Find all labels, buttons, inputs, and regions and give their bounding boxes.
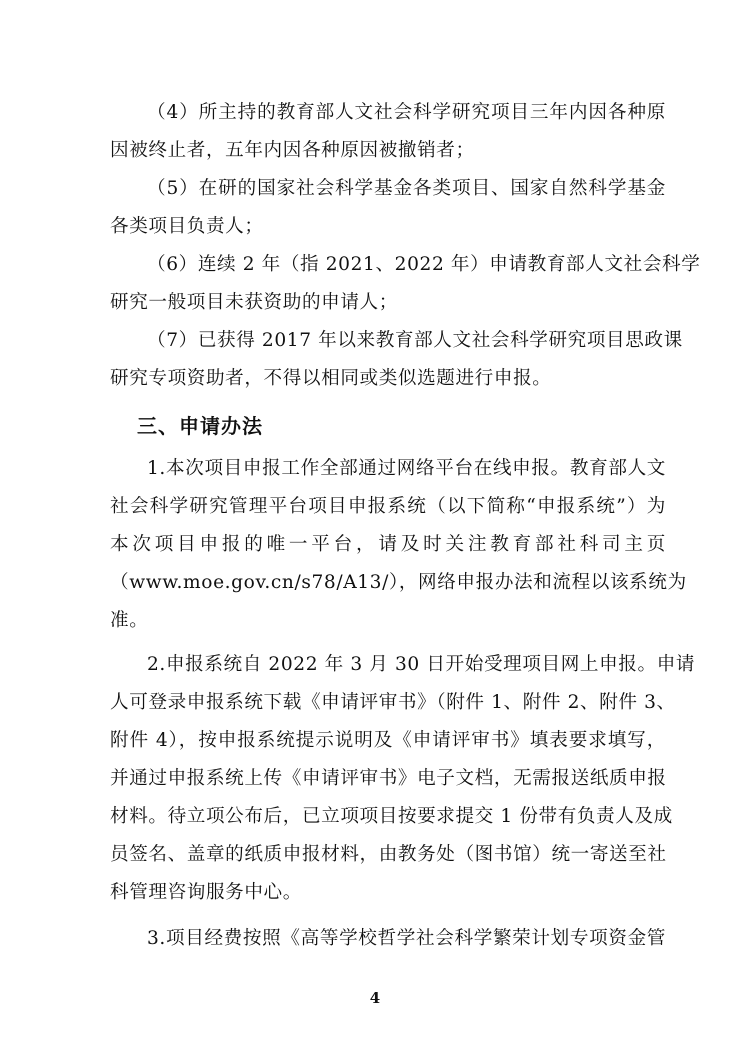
item-3-line-1: 3.项目经费按照《高等学校哲学社会科学繁荣计划专项资金管 [147,928,666,949]
item-1-line-3: 本次项目申报的唯一平台，请及时关注教育部社科司主页 [110,534,666,555]
item-2-line-5: 材料。待立项公布后，已立项项目按要求提交 1 份带有负责人及成 [110,806,673,827]
paragraph-7-line-2: 研究专项资助者，不得以相同或类似选题进行申报。 [110,368,552,389]
paragraph-6-line-2: 研究一般项目未获资助的申请人； [110,292,398,313]
item-2-line-6: 员签名、盖章的纸质申报材料，由教务处（图书馆）统一寄送至社 [110,844,667,865]
page-number: 4 [369,989,381,1007]
item-2-line-2: 人可登录申报系统下载《申请评审书》（附件 1、附件 2、附件 3、 [110,692,676,713]
item-1-line-1: 1.本次项目申报工作全部通过网络平台在线申报。教育部人文 [147,458,666,479]
item-2-line-4: 并通过申报系统上传《申请评审书》电子文档，无需报送纸质申报 [110,768,667,789]
paragraph-5-line-1: （5）在研的国家社会科学基金各类项目、国家自然科学基金 [147,178,666,199]
item-1-line-5: 准。 [110,610,149,631]
paragraph-7-line-1: （7）已获得 2017 年以来教育部人文社会科学研究项目思政课 [147,330,683,351]
item-2-line-7: 科管理咨询服务中心。 [110,882,302,903]
paragraph-4-line-2: 因被终止者，五年内因各种原因被撤销者； [110,140,475,161]
paragraph-4-line-1: （4）所主持的教育部人文社会科学研究项目三年内因各种原 [147,102,666,123]
item-2-line-1: 2.申报系统自 2022 年 3 月 30 日开始受理项目网上申报。申请 [147,654,696,675]
paragraph-6-line-1: （6）连续 2 年（指 2021、2022 年）申请教育部人文社会科学 [147,254,701,275]
paragraph-5-line-2: 各类项目负责人； [110,216,264,237]
item-1-line-4: （www.moe.gov.cn/s78/A13/），网络申报办法和流程以该系统为 [110,572,687,593]
item-2-line-3: 附件 4），按申报系统提示说明及《申请评审书》填表要求填写， [110,730,666,751]
section-heading: 三、申请办法 [137,414,263,438]
item-1-line-2: 社会科学研究管理平台项目申报系统（以下简称“申报系统”）为 [110,496,666,517]
